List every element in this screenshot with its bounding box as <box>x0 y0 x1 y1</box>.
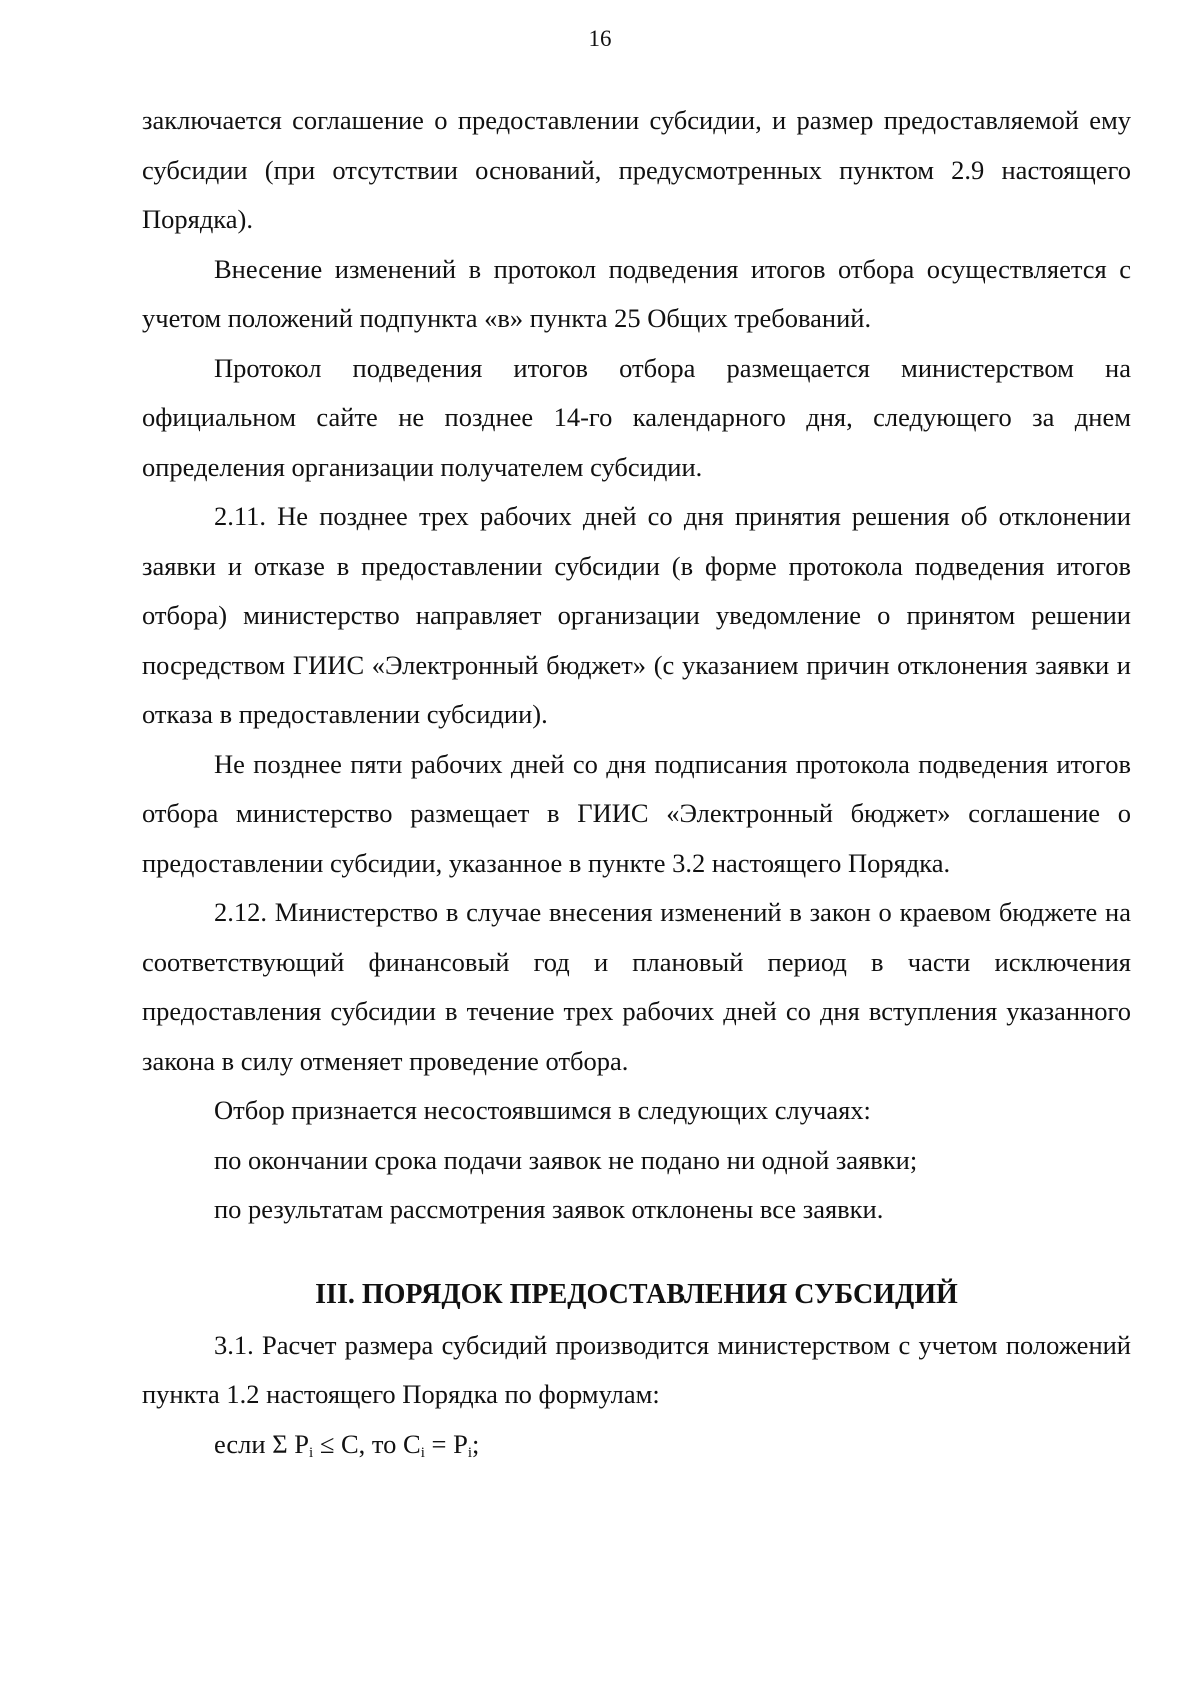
paragraph: 2.12. Министерство в случае внесения изменений в закон о краевом бюджете на соответствующий финансовый год и плановый период в части исключения предоставления субсидии в течение трех рабочих дней со дня вступления указанного закона в силу отменяет проведение отбора. <box>142 897 1131 1076</box>
formula-subscript: i <box>467 1444 472 1461</box>
paragraph: 3.1. Расчет размера субсидий производится министерством с учетом положений пункта 1.2 настоящего Порядка по формулам: <box>142 1329 1131 1409</box>
paragraph: Отбор признается несостоявшимся в следующих случаях: <box>214 1095 871 1125</box>
document-body <box>142 96 1131 1469</box>
formula-middle: ≤ C, то C <box>313 1428 421 1459</box>
paragraph: Протокол подведения итогов отбора размещается министерством на официальном сайте не позднее 14-го календарного дня, следующего за днем определения организации получателем субсидии. <box>142 352 1131 482</box>
formula-suffix: ; <box>471 1428 480 1459</box>
formula-subscript: i <box>420 1444 425 1461</box>
paragraph: по результатам рассмотрения заявок отклонены все заявки. <box>214 1194 884 1224</box>
formula-eq: = P <box>424 1428 468 1459</box>
page-number: 16 <box>588 26 612 51</box>
paragraph: 2.11. Не позднее трех рабочих дней со дня принятия решения об отклонении заявки и отказе в предоставлении субсидии (в форме протокола подведения итогов отбора) министерство направляет организации уведомление о принятом решении посредством ГИИС «Электронный бюджет» (с указанием причин отклонения заявки и отказа в предоставлении субсидии). <box>142 501 1131 729</box>
formula-subscript: i <box>309 1444 314 1461</box>
formula <box>142 1420 1131 1470</box>
formula-prefix: если Σ P <box>214 1428 310 1459</box>
paragraph: Внесение изменений в протокол подведения итогов отбора осуществляется с учетом положений подпункта «в» пункта 25 Общих требований. <box>142 253 1131 333</box>
section-heading: III. ПОРЯДОК ПРЕДОСТАВЛЕНИЯ СУБСИДИЙ <box>315 1278 958 1310</box>
paragraph: Не позднее пяти рабочих дней со дня подписания протокола подведения итогов отбора министерство размещает в ГИИС «Электронный бюджет» соглашение о предоставлении субсидии, указанное в пункте 3.2 настоящего Порядка. <box>142 748 1131 878</box>
paragraph: по окончании срока подачи заявок не подано ни одной заявки; <box>214 1144 918 1175</box>
paragraph: заключается соглашение о предоставлении субсидии, и размер предоставляемой ему субсидии (при отсутствии оснований, предусмотренных пунктом 2.9 настоящего Порядка). <box>142 105 1131 234</box>
